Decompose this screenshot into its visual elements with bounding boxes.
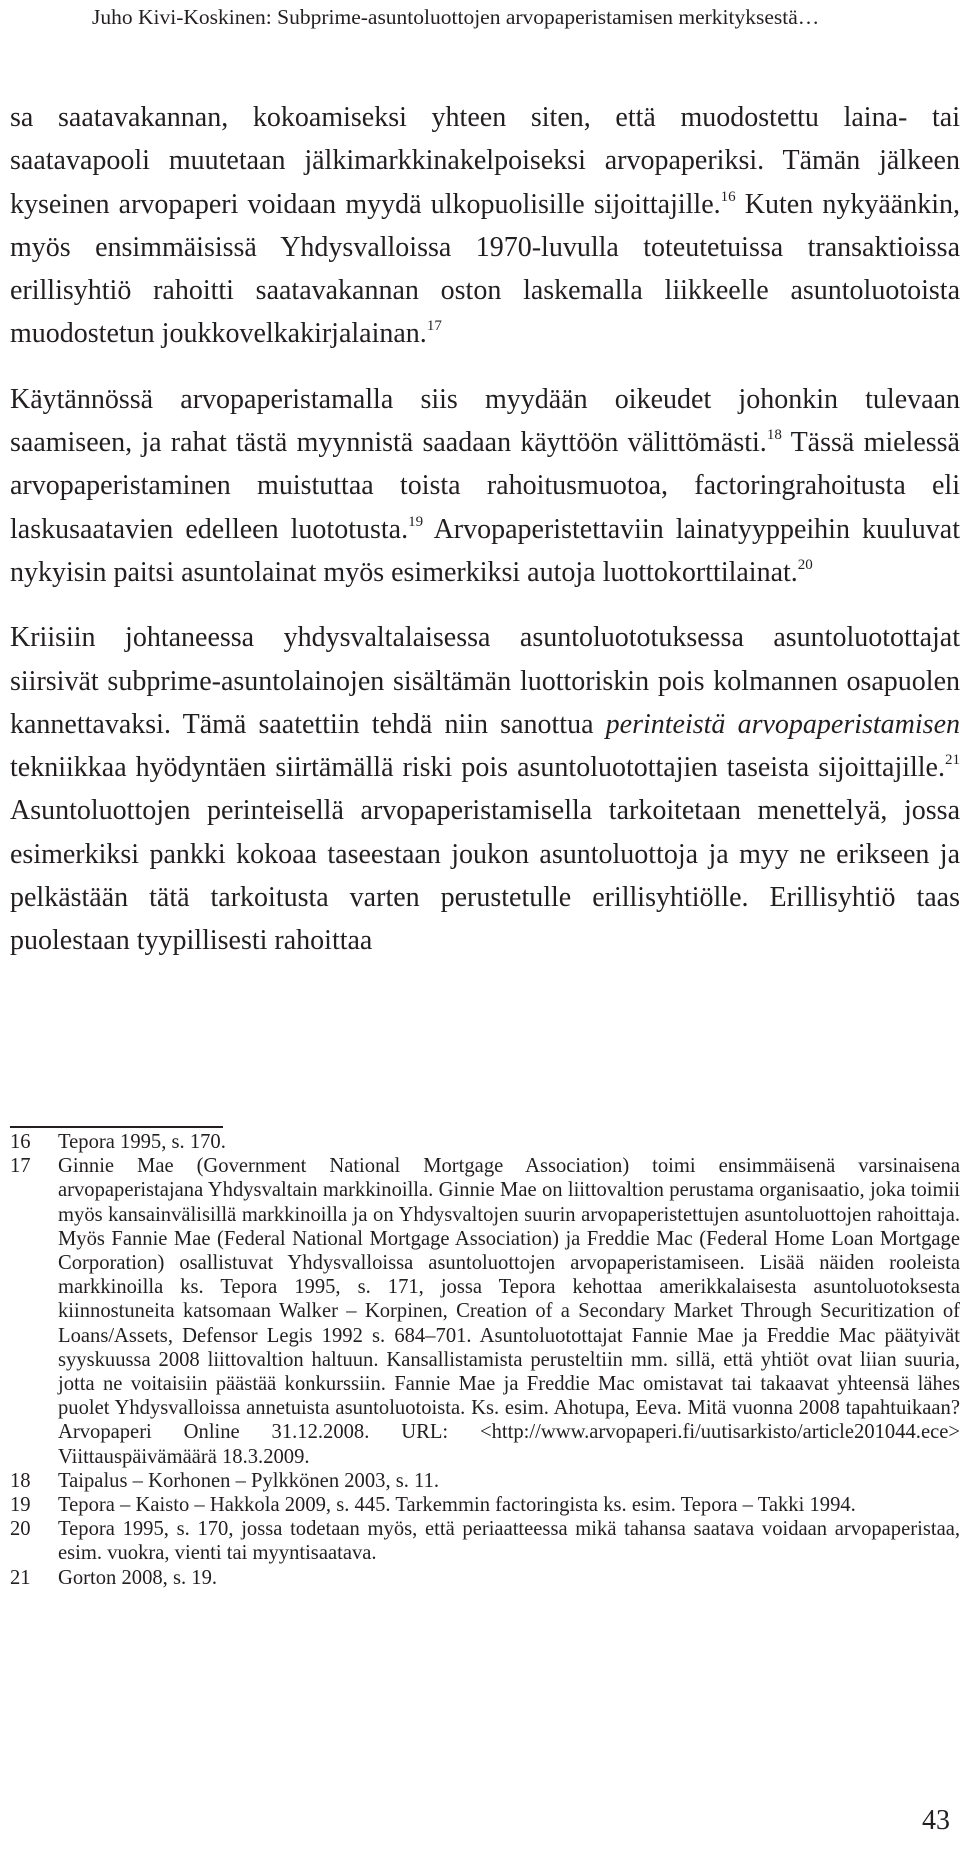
footnote (10, 1469, 960, 1493)
body-paragraph (10, 378, 960, 594)
footnote-text: Tepora 1995, s. 170, jossa todetaan myös, että periaatteessa mikä tahansa saatava voidaan arvopaperistaa, esim. vuokra, vienti tai myyntisaatava. (58, 1518, 960, 1565)
footnote-reference: 21 (945, 752, 960, 769)
footnote-text: Gorton 2008, s. 19. (58, 1566, 218, 1589)
footnote-number: 16 (10, 1131, 31, 1153)
footnote (10, 1493, 960, 1517)
footnote (10, 1154, 960, 1469)
footnote (10, 1130, 960, 1154)
body-text (10, 96, 960, 985)
paragraph-text: sa saatavakannan, kokoamiseksi yhteen siten, että muodostettu laina- tai saatavapooli muutetaan jälkimarkkinakelpoiseksi arvopaperiksi. Tämän jälkeen kyseinen arvopaperi voidaan myydä ulkopuolisille sijoittajille. (10, 102, 960, 220)
paragraph-text: tekniikkaa hyödyntäen siirtämällä riski pois asuntoluotottajien taseista sijoittajille. (10, 752, 945, 784)
footnote-text: Taipalus – Korhonen – Pylkkönen 2003, s. 11. (58, 1469, 440, 1492)
footnote-number: 19 (10, 1494, 31, 1517)
paragraph-text: Asuntoluottojen perinteisellä arvopaperistamisella tarkoitetaan menettelyä, jossa esimerkiksi pankki kokoaa taseestaan joukon asuntoluottoja ja myy ne erikseen ja pelkästään tätä tarkoitusta varten perustetulle erillisyhtiölle. Erillisyhtiö taas puolestaan tyypillisesti rahoittaa (10, 795, 960, 957)
paragraph-text: Arvopaperistettaviin lainatyyppeihin kuuluvat nykyisin paitsi asuntolainat myös esimerkiksi autoja luottokorttilainat. (10, 513, 960, 588)
page-number: 43 (922, 1805, 950, 1836)
footnote-divider (10, 1126, 223, 1128)
footnote-reference: 17 (426, 318, 442, 335)
paragraph-text: Kriisiin johtaneessa yhdysvaltalaisessa asuntoluototuksessa asuntoluotottajat siirsivät subprime-asuntolainojen sisältämän luottoriskin pois kolmannen osapuolen kannettavaksi. Tämä saatettiin tehdä niin sanottua (10, 622, 960, 740)
footnotes-section (10, 1130, 960, 1590)
footnote-number: 21 (10, 1566, 31, 1589)
footnote-text: Ginnie Mae (Government National Mortgage Association) toimi ensimmäisenä varsinaisena arvopaperistajana Yhdysvaltain markkinoilla. Ginnie Mae on liittovaltion perustama organisaatio, joka toimii myös kansainvälisillä markkinoilla ja on Yhdysvaltojen suurin arvopaperistettujen asuntoluottojen rahoittaja. Myös Fannie Mae (Federal National Mortgage Association) ja Freddie Mac (Federal Home Loan Mortgage Corporation) osallistuvat Yhdysvalloissa asuntoluottojen arvopaperistamiseen. Lisää näiden rooleista markkinoilla ks. Tepora 1995, s. 171, jossa Tepora kehottaa amerikkalaisesta asuntoluotoksesta kiinnostuneita katsomaan Walker – Korpinen, Creation of a Secondary Market Through Securitization of Loans/Assets, Defensor Legis 1992 s. 684–701. Asuntoluotottajat Fannie Mae ja Freddie Mac päätyivät syyskuussa 2008 liittovaltion haltuun. Kansallistamista perusteltiin mm. sillä, että yhtiöt ovat liian suuria, jotta ne voitaisiin päästää konkurssiin. Fannie Mae ja Freddie Mac omistavat tai takaavat yhteensä lähes puolet Yhdysvalloissa annetuista asuntoluotoista. Ks. esim. Ahotupa, Eeva. Mitä vuonna 2008 tapahtuikaan? Arvopaperi Online 31.12.2008. URL: <http://www.arvopaperi.fi/uutisarkisto/article201044.ece> Viittauspäivämäärä 18.3.2009. (58, 1155, 960, 1468)
running-head: Juho Kivi-Koskinen: Subprime-asuntoluottojen arvopaperistamisen merkityksestä… (92, 5, 820, 29)
footnote-text: Tepora 1995, s. 170. (58, 1131, 226, 1153)
footnote (10, 1517, 960, 1565)
body-paragraph (10, 96, 960, 356)
paragraph-text: Kuten nykyäänkin, myös ensimmäisissä Yhdysvalloissa 1970-luvulla toteutetuissa transaktioissa erillisyhtiö rahoitti saatavakannan oston laskemalla liikkeelle asuntoluotoista muodostetun joukkovelkakirjalainan. (10, 188, 960, 350)
footnote-text: Tepora – Kaisto – Hakkola 2009, s. 445. Tarkemmin factoringista ks. esim. Tepora – Takki 1994. (58, 1494, 856, 1517)
emphasized-text: perinteistä arvopaperistamisen (605, 708, 960, 740)
footnote-reference: 18 (766, 427, 782, 444)
footnote-number: 17 (10, 1155, 31, 1178)
paragraph-text: Käytännössä arvopaperistamalla siis myydään oikeudet johonkin tulevaan saamiseen, ja rahat tästä myynnistä saadaan käyttöön välittömästi. (10, 383, 960, 459)
footnote-reference: 16 (720, 188, 736, 205)
footnote (10, 1566, 960, 1590)
paragraph-text: Tässä mielessä arvopaperistaminen muistuttaa toista rahoitusmuotoa, factoringrahoitusta eli laskusaatavien edelleen luototusta. (10, 427, 960, 545)
footnote-number: 18 (10, 1469, 31, 1492)
footnote-reference: 19 (408, 513, 424, 530)
footnote-number: 20 (10, 1518, 31, 1541)
footnote-reference: 20 (797, 556, 813, 573)
body-paragraph (10, 616, 960, 962)
